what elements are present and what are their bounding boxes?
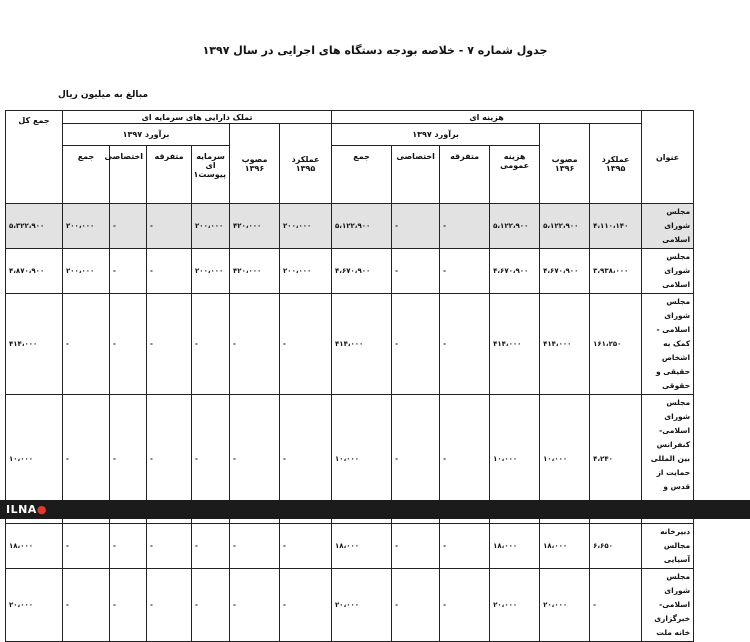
cell-a-sum: - [63, 569, 110, 642]
header-expense-dedicated: اختصاصی [392, 146, 440, 204]
cell-a-appr: - [230, 569, 280, 642]
header-asset: تملک دارایی های سرمایه ای [63, 111, 332, 124]
header-asset-misc: متفرقه [147, 146, 192, 204]
cell-e-misc: - [440, 294, 490, 395]
cell-e-gen: ۱۰،۰۰۰ [490, 395, 540, 524]
cell-total: ۱۸،۰۰۰ [6, 524, 63, 569]
cell-e-ded: - [392, 395, 440, 524]
cell-e-appr: ۴۱۴،۰۰۰ [540, 294, 590, 395]
cell-e-sum: ۲۰،۰۰۰ [332, 569, 392, 642]
cell-e-perf: - [590, 569, 642, 642]
cell-a-ded: - [110, 294, 147, 395]
footer-bar [0, 500, 750, 519]
cell-a-misc: - [147, 395, 192, 524]
cell-e-misc: - [440, 204, 490, 249]
cell-a-misc: - [147, 524, 192, 569]
cell-e-ded: - [392, 569, 440, 642]
table-body [6, 204, 694, 642]
cell-e-perf: ۱۶۱،۲۵۰ [590, 294, 642, 395]
cell-e-gen: ۵،۱۲۲،۹۰۰ [490, 204, 540, 249]
table-row [6, 249, 694, 294]
cell-a-appr: - [230, 294, 280, 395]
row-title-cell: دبیرخانه مجالس آسیایی [642, 524, 694, 569]
cell-a-appr: - [230, 524, 280, 569]
header-asset-performance: عملکرد ۱۳۹۵ [280, 124, 332, 204]
row-title-cell: مجلس شورای اسلامی-کنفرانس بین المللی حمایت از قدس و [642, 395, 694, 524]
cell-total: ۴۱۴،۰۰۰ [6, 294, 63, 395]
cell-a-cap: - [192, 524, 230, 569]
header-asset-sum: جمع [63, 146, 110, 204]
cell-a-cap: - [192, 294, 230, 395]
unit-note: مبالغ به میلیون ریال [58, 90, 149, 100]
header-total: جمع کل [6, 111, 63, 204]
cell-a-cap: - [192, 569, 230, 642]
cell-a-cap: ۲۰۰،۰۰۰ [192, 249, 230, 294]
header-expense-sum: جمع [332, 146, 392, 204]
cell-a-appr: ۴۲۰،۰۰۰ [230, 204, 280, 249]
logo-text: ILNA [6, 503, 37, 516]
cell-total: ۴،۸۷۰،۹۰۰ [6, 249, 63, 294]
header-capital-appendix: سرمایه ای پیوست۱ [192, 146, 230, 204]
table-row [6, 524, 694, 569]
cell-e-appr: ۴،۶۷۰،۹۰۰ [540, 249, 590, 294]
cell-e-gen: ۴،۶۷۰،۹۰۰ [490, 249, 540, 294]
cell-a-perf: ۲۰۰،۰۰۰ [280, 249, 332, 294]
cell-e-sum: ۵،۱۲۲،۹۰۰ [332, 204, 392, 249]
cell-e-misc: - [440, 395, 490, 524]
row-title-cell: مجلس شورای اسلامی-خبرگزاری خانه ملت [642, 569, 694, 642]
header-asset-approved: مصوب ۱۳۹۶ [230, 124, 280, 204]
cell-a-perf: - [280, 524, 332, 569]
cell-a-appr: - [230, 395, 280, 524]
header-expense: هزینه ای [332, 111, 642, 124]
cell-a-ded: - [110, 524, 147, 569]
cell-a-sum: - [63, 294, 110, 395]
document-title: جدول شماره ۷ - خلاصه بودجه دستگاه های اجرایی در سال ۱۳۹۷ [202, 44, 548, 57]
agency-logo [6, 503, 47, 516]
cell-a-sum: ۲۰۰،۰۰۰ [63, 204, 110, 249]
cell-a-perf: - [280, 395, 332, 524]
cell-e-perf: ۴،۲۴۰ [590, 395, 642, 524]
cell-e-misc: - [440, 249, 490, 294]
table-row [6, 204, 694, 249]
cell-e-gen: ۲۰،۰۰۰ [490, 569, 540, 642]
cell-a-misc: - [147, 204, 192, 249]
cell-e-gen: ۱۸،۰۰۰ [490, 524, 540, 569]
cell-e-sum: ۱۰،۰۰۰ [332, 395, 392, 524]
cell-e-sum: ۴۱۴،۰۰۰ [332, 294, 392, 395]
cell-a-perf: ۲۰۰،۰۰۰ [280, 204, 332, 249]
cell-a-sum: ۲۰۰،۰۰۰ [63, 249, 110, 294]
cell-e-perf: ۳،۹۳۸،۰۰۰ [590, 249, 642, 294]
row-title-cell: مجلس شورای اسلامی [642, 204, 694, 249]
cell-e-perf: ۴،۱۱۰،۱۴۰ [590, 204, 642, 249]
cell-a-ded: - [110, 395, 147, 524]
cell-e-appr: ۲۰،۰۰۰ [540, 569, 590, 642]
cell-a-cap: - [192, 395, 230, 524]
header-asset-dedicated: اختصاصی [110, 146, 147, 204]
cell-a-ded: - [110, 204, 147, 249]
cell-e-ded: - [392, 294, 440, 395]
header-expense-approved: مصوب ۱۳۹۶ [540, 124, 590, 204]
cell-e-appr: ۱۸،۰۰۰ [540, 524, 590, 569]
header-title-col: عنوان [642, 111, 694, 204]
cell-a-sum: - [63, 524, 110, 569]
header-asset-estimate: برآورد ۱۳۹۷ [63, 124, 230, 146]
cell-e-gen: ۴۱۴،۰۰۰ [490, 294, 540, 395]
cell-e-sum: ۱۸،۰۰۰ [332, 524, 392, 569]
cell-a-perf: - [280, 294, 332, 395]
cell-e-appr: ۱۰،۰۰۰ [540, 395, 590, 524]
row-title-cell: مجلس شورای اسلامی [642, 249, 694, 294]
header-expense-estimate: برآورد ۱۳۹۷ [332, 124, 540, 146]
cell-e-sum: ۴،۶۷۰،۹۰۰ [332, 249, 392, 294]
cell-e-perf: ۶،۶۵۰ [590, 524, 642, 569]
table-row [6, 569, 694, 642]
cell-total: ۲۰،۰۰۰ [6, 569, 63, 642]
header-general-cost: هزینه عمومی [490, 146, 540, 204]
cell-e-ded: - [392, 249, 440, 294]
cell-e-misc: - [440, 569, 490, 642]
logo-dot-icon: ● [36, 503, 47, 516]
cell-a-misc: - [147, 294, 192, 395]
cell-e-ded: - [392, 524, 440, 569]
budget-table [5, 110, 694, 642]
row-title-cell: مجلس شورای اسلامی - کمک به اشخاص حقیقی و حقوقی [642, 294, 694, 395]
table-row [6, 294, 694, 395]
cell-e-appr: ۵،۱۲۲،۹۰۰ [540, 204, 590, 249]
cell-a-ded: - [110, 569, 147, 642]
cell-a-cap: ۲۰۰،۰۰۰ [192, 204, 230, 249]
cell-e-misc: - [440, 524, 490, 569]
header-expense-performance: عملکرد ۱۳۹۵ [590, 124, 642, 204]
cell-a-misc: - [147, 249, 192, 294]
cell-a-ded: - [110, 249, 147, 294]
cell-a-sum: - [63, 395, 110, 524]
cell-a-appr: ۴۲۰،۰۰۰ [230, 249, 280, 294]
cell-a-perf: - [280, 569, 332, 642]
cell-total: ۵،۳۲۲،۹۰۰ [6, 204, 63, 249]
header-expense-misc: متفرقه [440, 146, 490, 204]
cell-total: ۱۰،۰۰۰ [6, 395, 63, 524]
cell-e-ded: - [392, 204, 440, 249]
cell-a-misc: - [147, 569, 192, 642]
